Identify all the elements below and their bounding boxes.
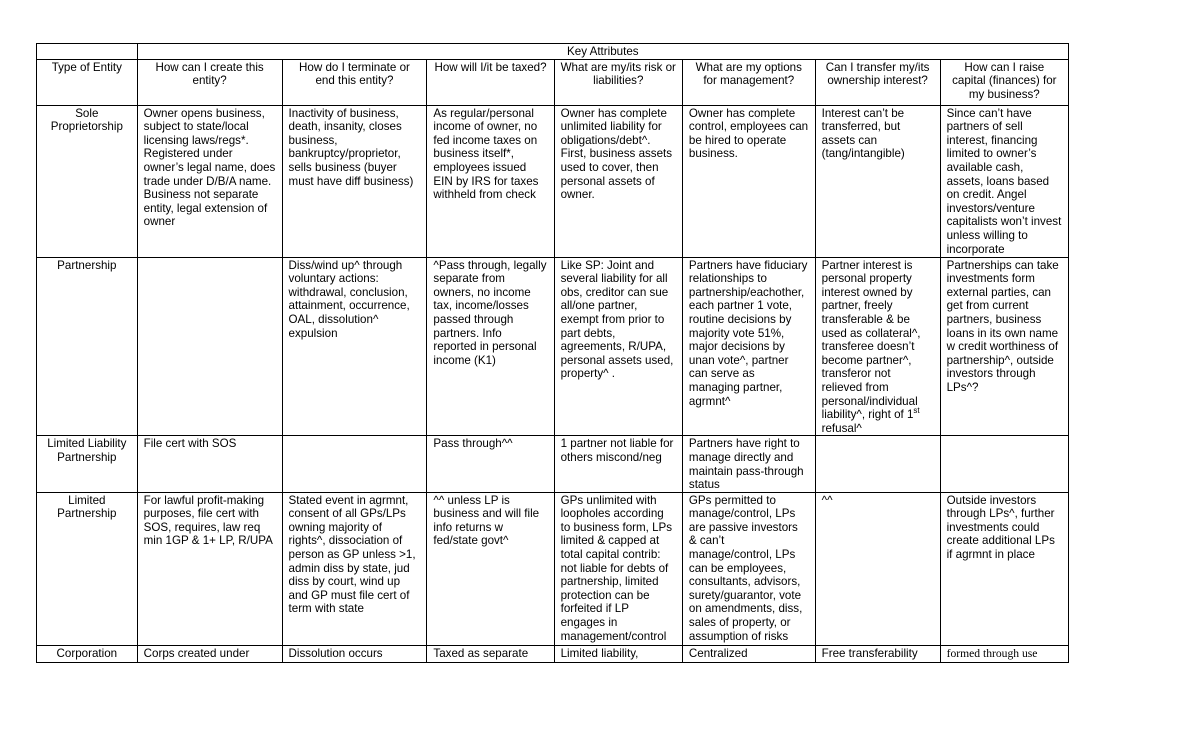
table-cell: As regular/personal income of owner, no fed income taxes on business itself*, employees issued EIN by IRS for taxes withheld from check <box>427 105 554 257</box>
table-cell: File cert with SOS <box>137 436 282 492</box>
table-cell <box>282 436 427 492</box>
table-row <box>37 105 1069 257</box>
empty-corner-cell <box>37 44 138 60</box>
table-row <box>37 436 1069 492</box>
table-cell: Partnerships can take investments form external parties, can get from current partners, business loans in its own name w credit worthiness of partnership^, outside investors through LPs^? <box>940 257 1068 436</box>
type-of-entity-header: Type of Entity <box>37 59 138 105</box>
table-cell <box>815 436 940 492</box>
table-cell: Partners have fiduciary relationships to partnership/eachother, each partner 1 vote, routine decisions by majority vote 51%, major decisions by unan vote^, partner can serve as managing partner, agrmnt^ <box>682 257 815 436</box>
table-cell: 1 partner not liable for others miscond/neg <box>554 436 682 492</box>
table-cell: Centralized <box>682 645 815 662</box>
table-cell: Limited liability, <box>554 645 682 662</box>
table-cell <box>815 257 940 436</box>
cell-text: Partner interest is personal property interest owned by partner, freely transferable & be used as collateral^, transferee doesn’t become partner^, transferor not relieved from personal/individual liability^, right of 1 <box>821 258 921 422</box>
table-cell: For lawful profit-making purposes, file cert with SOS, requires, law req min 1GP & 1+ LP, R/UPA <box>137 492 282 645</box>
table-cell: Taxed as separate <box>427 645 554 662</box>
entity-name-cell: Limited Liability Partnership <box>37 436 138 492</box>
table-cell: Corps created under <box>137 645 282 662</box>
table-row <box>37 645 1069 662</box>
table-row <box>37 492 1069 645</box>
table-cell: Free transferability <box>815 645 940 662</box>
table-cell: GPs permitted to manage/control, LPs are passive investors & can’t manage/control, LPs can be employees, consultants, advisors, surety/guarantor, vote on amendments, diss, sales of property, or assumption of risks <box>682 492 815 645</box>
table-cell: Since can’t have partners of sell interest, financing limited to owner’s available cash, assets, loans based on credit. Angel investors/venture capitalists won’t invest unless willing to incorporate <box>940 105 1068 257</box>
table-cell: Owner has complete control, employees can be hired to operate business. <box>682 105 815 257</box>
table-cell: Stated event in agrmnt, consent of all GPs/LPs owning majority of rights^, dissociation of person as GP unless >1, admin diss by state, jud diss by court, wind up and GP must file cert of term with state <box>282 492 427 645</box>
superscript: st <box>913 406 920 416</box>
entity-comparison-table <box>36 43 1069 663</box>
table-cell: Pass through^^ <box>427 436 554 492</box>
table-cell: ^^ unless LP is business and will file info returns w fed/state govt^ <box>427 492 554 645</box>
entity-name-cell: Corporation <box>37 645 138 662</box>
column-header-risk: What are my/its risk or liabilities? <box>554 59 682 105</box>
table-cell: Owner has complete unlimited liability for obligations/debt^. First, business assets used to cover, then personal assets of owner. <box>554 105 682 257</box>
table-cell: ^^ <box>815 492 940 645</box>
entity-name-cell: Sole Proprietorship <box>37 105 138 257</box>
column-header-create: How can I create this entity? <box>137 59 282 105</box>
table-cell: Dissolution occurs <box>282 645 427 662</box>
key-attributes-row <box>37 44 1069 60</box>
table-cell: Inactivity of business, death, insanity, closes business, bankruptcy/proprietor, sells business (buyer must have diff business) <box>282 105 427 257</box>
entity-name-cell: Partnership <box>37 257 138 436</box>
table-cell: formed through use <box>940 645 1068 662</box>
column-header-transfer: Can I transfer my/its ownership interest? <box>815 59 940 105</box>
table-cell: ^Pass through, legally separate from owners, no income tax, income/losses passed through partners. Info reported in personal income (K1) <box>427 257 554 436</box>
table-cell <box>137 257 282 436</box>
table-cell: Partners have right to manage directly and maintain pass-through status <box>682 436 815 492</box>
table-cell: Owner opens business, subject to state/local licensing laws/regs*. Registered under owner’s legal name, does trade under D/B/A name. Business not separate entity, legal extension of owner <box>137 105 282 257</box>
key-attributes-heading: Key Attributes <box>137 44 1068 60</box>
column-header-row <box>37 59 1069 105</box>
table-cell: Interest can’t be transferred, but assets can (tang/intangible) <box>815 105 940 257</box>
cell-text: refusal^ <box>821 421 862 435</box>
table-cell: Like SP: Joint and several liability for all obs, creditor can sue all/one partner, exempt from prior to part debts, agreements, R/UPA, personal assets used, property^ . <box>554 257 682 436</box>
entity-name-cell: Limited Partnership <box>37 492 138 645</box>
table-row <box>37 257 1069 436</box>
column-header-management: What are my options for management? <box>682 59 815 105</box>
table-cell: GPs unlimited with loopholes according to business form, LPs limited & capped at total capital contrib: not liable for debts of partnership, limited protection can be forfeited if LP engages in management/control <box>554 492 682 645</box>
column-header-terminate: How do I terminate or end this entity? <box>282 59 427 105</box>
table-cell: Diss/wind up^ through voluntary actions: withdrawal, conclusion, attainment, occurrence, OAL, dissolution^ expulsion <box>282 257 427 436</box>
table-cell <box>940 436 1068 492</box>
table-cell: Outside investors through LPs^, further investments could create additional LPs if agrmnt in place <box>940 492 1068 645</box>
column-header-capital: How can I raise capital (finances) for my business? <box>940 59 1068 105</box>
column-header-taxed: How will I/it be taxed? <box>427 59 554 105</box>
